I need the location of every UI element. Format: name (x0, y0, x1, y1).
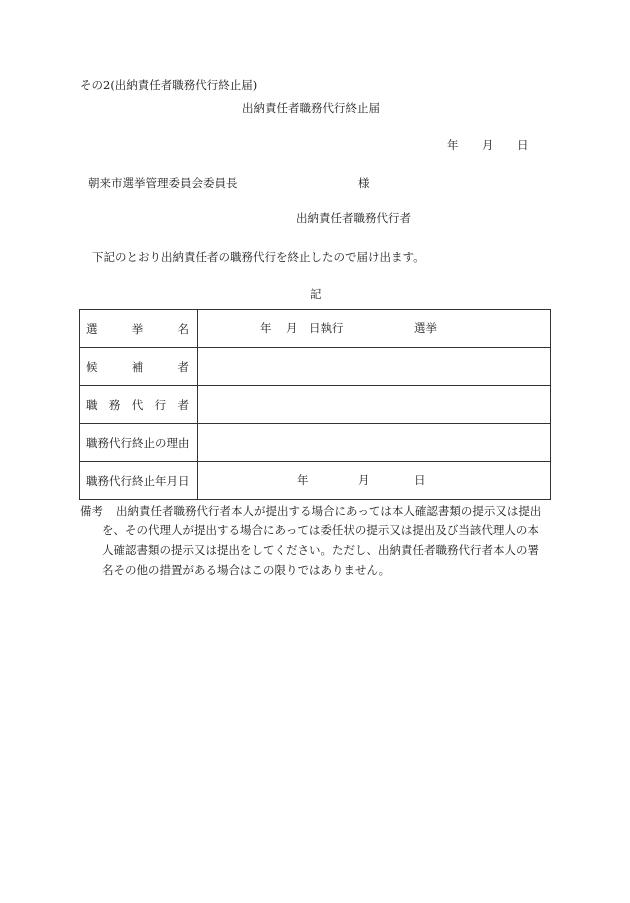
table-row-proxy (80, 386, 551, 424)
remarks-line: 出納責任者職務代行者本人が提出する場合にあっては本人確認書類の提示又は提出 (116, 504, 542, 518)
value-cell-termination-date[interactable] (198, 462, 551, 500)
label-char: 選 (86, 321, 98, 336)
value-cell-election-name[interactable] (198, 310, 551, 348)
label-cell-candidate (80, 348, 198, 386)
date-year-label: 年 (447, 138, 459, 152)
record-table (79, 309, 551, 500)
election-day-exec-label: 日執行 (309, 321, 344, 335)
label-char: 候 (86, 359, 98, 374)
table-row-termination-date (80, 462, 551, 500)
remarks-line: 人確認書類の提示又は提出をしてください。ただし、出納責任者職務代行者本人の署 (102, 543, 539, 557)
termination-day-label: 日 (414, 473, 426, 487)
termination-year-label: 年 (297, 473, 309, 487)
value-cell-candidate[interactable] (198, 348, 551, 386)
value-cell-termination-reason[interactable] (198, 424, 551, 462)
label-cell-termination-date (80, 462, 198, 500)
label-text: 職務代行終止年月日 (86, 473, 190, 488)
label-text: 職務代行終止の理由 (86, 435, 190, 450)
label-cell-proxy (80, 386, 198, 424)
remarks-line: 名その他の措置がある場合はこの限りではありません。 (102, 563, 391, 577)
label-char: 名 (177, 321, 189, 336)
date-day-label: 日 (517, 138, 529, 152)
form-number-heading: その2(出納責任者職務代行終止届) (80, 78, 258, 92)
submitter-label: 出納責任者職務代行者 (296, 211, 411, 225)
label-char: 行 (154, 397, 167, 412)
ki-heading: 記 (310, 287, 322, 301)
statement-text: 下記のとおり出納責任者の職務代行を終止したので届け出ます。 (92, 250, 425, 264)
label-char: 職 (86, 397, 98, 412)
label-char: 挙 (131, 321, 144, 336)
recipient-name: 朝来市選挙管理委員会委員長 (88, 176, 238, 190)
label-cell-termination-reason (80, 424, 198, 462)
remarks-label: 備考 (80, 504, 103, 518)
label-char: 務 (108, 397, 121, 412)
value-cell-proxy[interactable] (198, 386, 551, 424)
label-char: 者 (177, 397, 189, 412)
document-title: 出納責任者職務代行終止届 (242, 101, 380, 115)
recipient-honorific: 様 (358, 176, 370, 190)
termination-month-label: 月 (358, 473, 370, 487)
table-row-election-name (80, 310, 551, 348)
date-month-label: 月 (482, 138, 494, 152)
table-row-termination-reason (80, 424, 551, 462)
remarks-line: を、その代理人が提出する場合にあっては委任状の提示又は提出及び当該代理人の本 (102, 523, 539, 537)
table-row-candidate (80, 348, 551, 386)
election-suffix-label: 選挙 (414, 321, 437, 335)
election-month-label: 月 (286, 321, 298, 335)
election-year-label: 年 (260, 321, 272, 335)
label-char: 代 (131, 397, 144, 412)
label-char: 者 (177, 359, 189, 374)
label-char: 補 (131, 359, 144, 374)
label-cell-election-name (80, 310, 198, 348)
